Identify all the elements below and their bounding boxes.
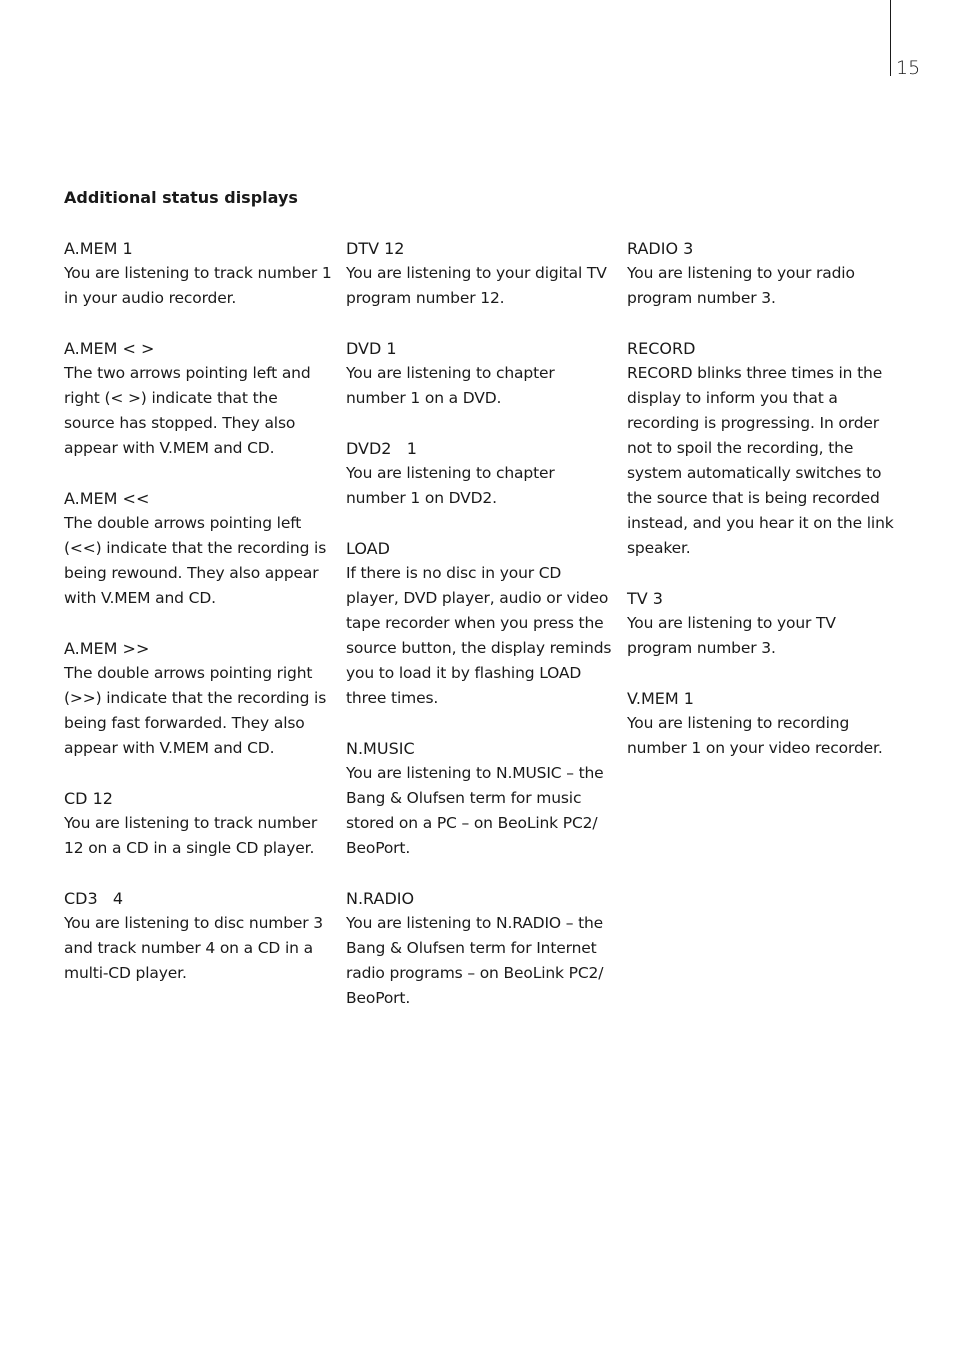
entry-text: You are listening to N.MUSIC – the Bang & Olufsen term for music stored on a PC – on BeoLink PC2/ BeoPort.: [346, 764, 604, 857]
entry-text: RECORD blinks three times in the display to inform you that a recording is progressing. In order not to spoil the recording, the system automatically switches to the source that is being recorded instead, and you hear it on the link speaker.: [627, 364, 894, 557]
entry-title: CD3 4: [64, 889, 124, 908]
column-3: [627, 236, 895, 786]
entry-text: You are listening to recording number 1 on your video recorder.: [627, 714, 883, 757]
entry-text: The double arrows pointing left (<<) indicate that the recording is being rewound. They also appear with V.MEM and CD.: [64, 514, 327, 607]
entry-title: V.MEM 1: [627, 689, 694, 708]
entry-text: You are listening to N.RADIO – the Bang & Olufsen term for Internet radio programs – on BeoLink PC2/ BeoPort.: [346, 914, 604, 1007]
entry-tv-3: [627, 586, 895, 661]
entry-text: You are listening to your TV program number 3.: [627, 614, 836, 657]
entry-text: You are listening to track number 12 on a CD in a single CD player.: [64, 814, 318, 857]
entry-amem-stopped: [64, 336, 332, 461]
entry-text: You are listening to track number 1 in your audio recorder.: [64, 264, 332, 307]
entry-title: N.MUSIC: [346, 739, 415, 758]
entry-n-music: [346, 736, 614, 861]
entry-radio-3: [627, 236, 895, 311]
entry-text: You are listening to chapter number 1 on DVD2.: [346, 464, 555, 507]
page-rule: [890, 0, 891, 76]
entry-title: DVD2 1: [346, 439, 417, 458]
entry-amem-forward: [64, 636, 332, 761]
entry-text: You are listening to your digital TV program number 12.: [346, 264, 607, 307]
entry-title: DVD 1: [346, 339, 397, 358]
entry-dvd2-1: [346, 436, 614, 511]
entry-cd-12: [64, 786, 332, 861]
entry-text: The two arrows pointing left and right (< >) indicate that the source has stopped. They also appear with V.MEM and CD.: [64, 364, 311, 457]
entry-title: DTV 12: [346, 239, 405, 258]
column-1: [64, 236, 332, 1011]
entry-text: You are listening to disc number 3 and track number 4 on a CD in a multi-CD player.: [64, 914, 323, 982]
entry-title: CD 12: [64, 789, 113, 808]
entry-title: LOAD: [346, 539, 390, 558]
entry-amem-1: [64, 236, 332, 311]
entry-title: RECORD: [627, 339, 696, 358]
entry-n-radio: [346, 886, 614, 1011]
entry-text: You are listening to chapter number 1 on a DVD.: [346, 364, 555, 407]
entry-title: RADIO 3: [627, 239, 694, 258]
entry-amem-rewind: [64, 486, 332, 611]
entry-cd3-4: [64, 886, 332, 986]
entry-text: If there is no disc in your CD player, DVD player, audio or video tape recorder when you press the source button, the display reminds you to load it by flashing LOAD three times.: [346, 564, 612, 707]
entry-title: A.MEM <<: [64, 489, 150, 508]
entry-title: A.MEM < >: [64, 339, 155, 358]
entry-load: [346, 536, 614, 711]
column-2: [346, 236, 614, 1036]
entry-dvd-1: [346, 336, 614, 411]
entry-dtv-12: [346, 236, 614, 311]
page-number: 15: [896, 57, 921, 79]
entry-title: TV 3: [627, 589, 663, 608]
entry-record: [627, 336, 895, 561]
entry-title: N.RADIO: [346, 889, 415, 908]
entry-text: You are listening to your radio program number 3.: [627, 264, 855, 307]
entry-vmem-1: [627, 686, 895, 761]
entry-title: A.MEM >>: [64, 639, 150, 658]
entry-title: A.MEM 1: [64, 239, 133, 258]
entry-text: The double arrows pointing right (>>) indicate that the recording is being fast forwarded. They also appear with V.MEM and CD.: [64, 664, 327, 757]
section-heading: Additional status displays: [64, 188, 298, 207]
